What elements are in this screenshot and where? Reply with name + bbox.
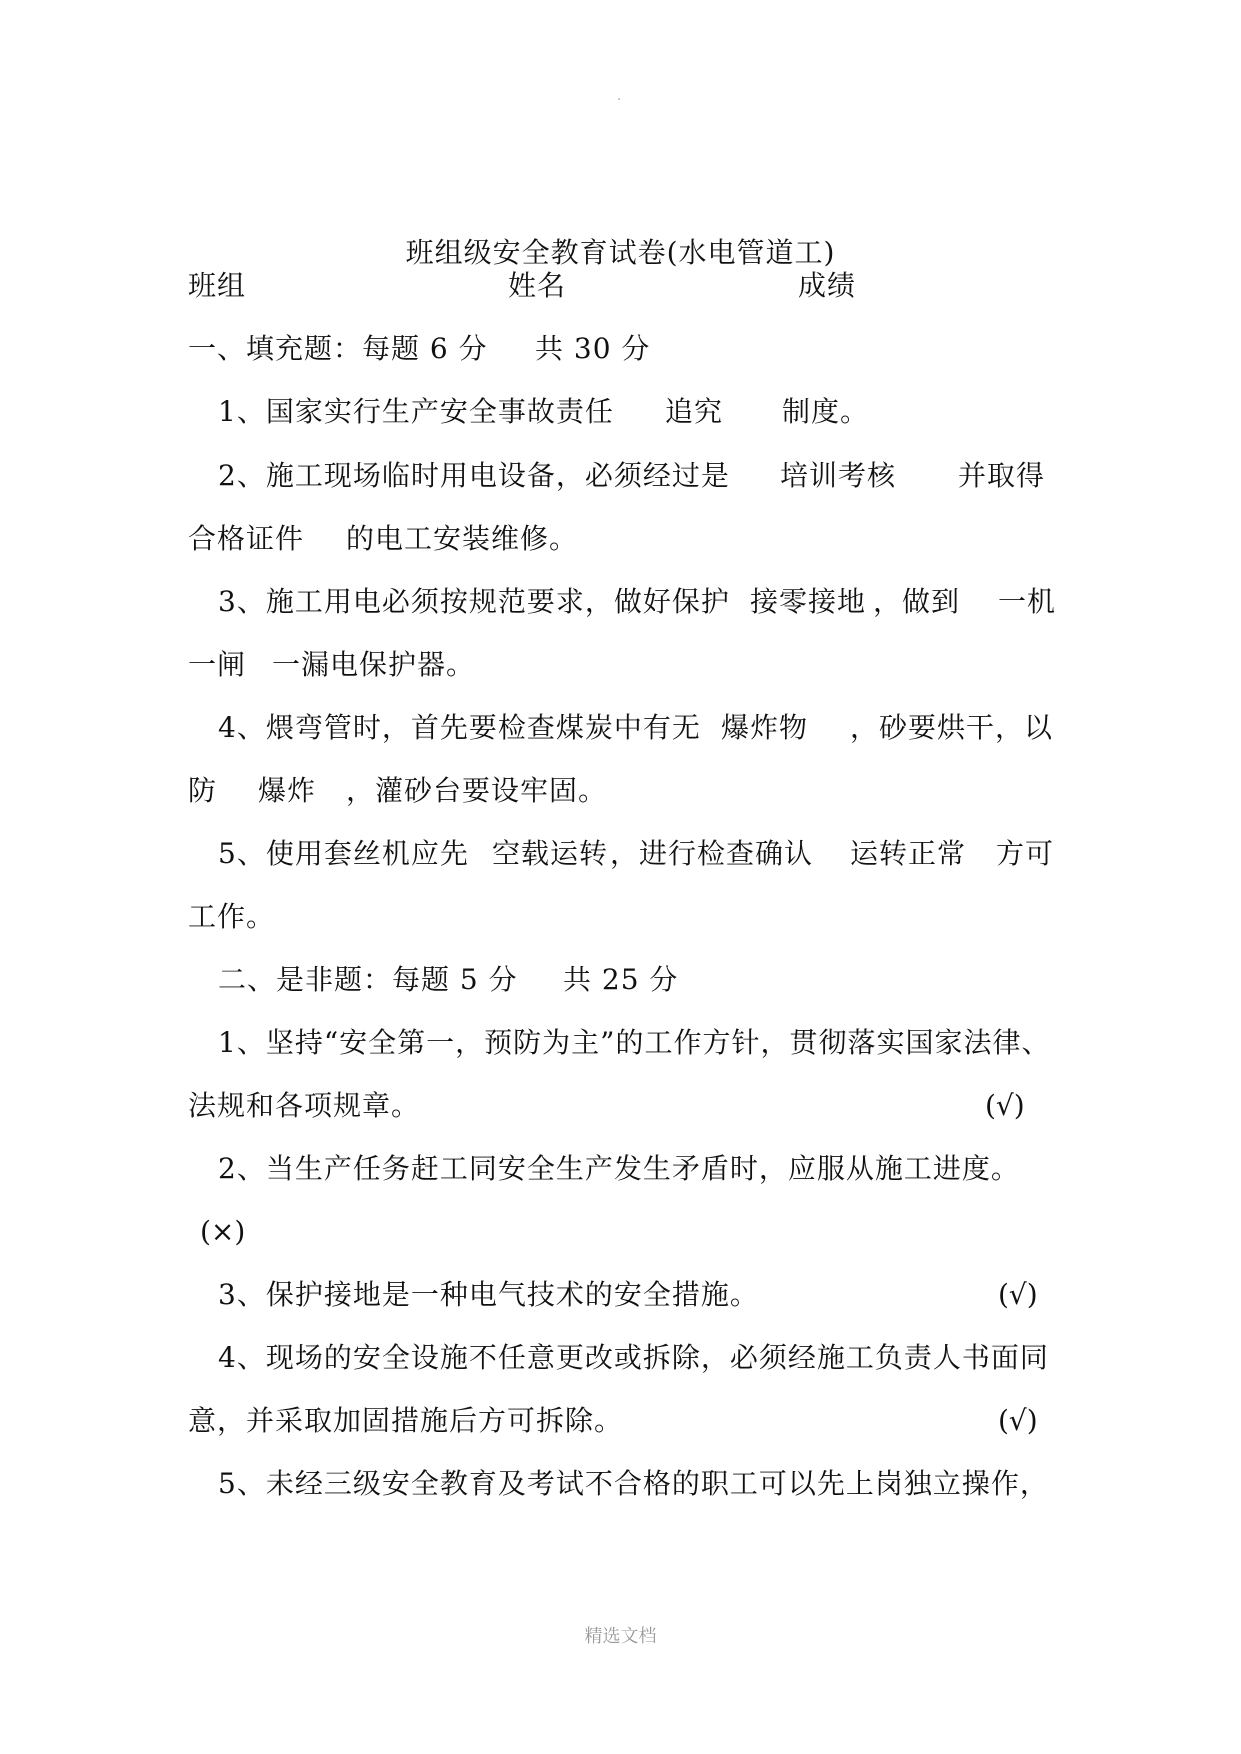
section2-total: 共 25 分 — [563, 963, 679, 996]
s1-q4-mid: ，砂要烘干，以 — [850, 711, 1054, 744]
s2-q2-answer: (×) — [200, 1215, 246, 1248]
s1-q5-mid2: 方可 — [996, 837, 1055, 870]
top-dot-mark — [618, 98, 620, 100]
s2-q1-answer: (√) — [985, 1089, 1025, 1122]
s1-q1-tail: 制度。 — [782, 395, 870, 428]
s1-q5-tail: 工作。 — [188, 900, 276, 933]
s1-q2-tail: 的电工安装维修。 — [346, 522, 579, 555]
s1-q4-answer: 爆炸物 — [721, 711, 809, 744]
s1-q2-answer2: 合格证件 — [188, 522, 305, 555]
s1-q3-answer3: 一闸 — [188, 648, 247, 681]
s1-q3-text: 3、施工用电必须按规范要求，做好保护 — [218, 585, 730, 618]
section1-total: 共 30 分 — [535, 332, 651, 365]
s1-q2-text: 2、施工现场临时用电设备，必须经过是 — [218, 459, 730, 492]
s1-q4-tail: ，灌砂台要设牢固。 — [346, 774, 608, 807]
footer-watermark: 精选文档 — [584, 1626, 657, 1647]
s1-q1-answer: 追究 — [665, 395, 724, 428]
s1-q3-answer2: 一机 — [998, 585, 1057, 618]
s2-q4-answer: (√) — [998, 1404, 1038, 1437]
s1-q5-answer: 空载运转 — [492, 837, 609, 870]
s1-q4-prefix: 防 — [188, 774, 218, 807]
s1-q4-text: 4、煨弯管时，首先要检查煤炭中有无 — [218, 711, 701, 744]
s1-q3-answer: 接零接地 — [750, 585, 867, 618]
s1-q2-mid: 并取得 — [958, 459, 1046, 492]
s2-q1-text2: 法规和各项规章。 — [188, 1089, 421, 1122]
s2-q4-text2: 意，并采取加固措施后方可拆除。 — [188, 1404, 624, 1437]
s1-q4-answer2: 爆炸 — [258, 774, 317, 807]
score-label: 成绩 — [798, 269, 857, 302]
section1-heading: 一、填充题：每题 6 分 — [188, 332, 488, 365]
s2-q4-text: 4、现场的安全设施不任意更改或拆除，必须经施工负责人书面同 — [218, 1341, 1049, 1374]
s2-q3-text: 3、保护接地是一种电气技术的安全措施。 — [218, 1278, 759, 1311]
page-title: 班组级安全教育试卷(水电管道工) — [405, 236, 836, 269]
s1-q1-text: 1、国家实行生产安全事故责任 — [218, 395, 614, 428]
s1-q5-answer2: 运转正常 — [850, 837, 967, 870]
s1-q3-tail: 一漏电保护器。 — [272, 648, 476, 681]
s2-q5-text: 5、未经三级安全教育及考试不合格的职工可以先上岗独立操作， — [218, 1467, 1049, 1500]
section2-heading: 二、是非题：每题 5 分 — [218, 963, 518, 996]
name-label: 姓名 — [508, 269, 567, 302]
s2-q2-text: 2、当生产任务赶工同安全生产发生矛盾时，应服从施工进度。 — [218, 1152, 1020, 1185]
s1-q5-mid: ，进行检查确认 — [610, 837, 814, 870]
s1-q2-answer: 培训考核 — [780, 459, 897, 492]
s2-q1-text: 1、坚持“安全第一，预防为主”的工作方针，贯彻落实国家法律、 — [218, 1026, 1051, 1059]
team-label: 班组 — [188, 269, 247, 302]
s1-q3-mid: ，做到 — [873, 585, 961, 618]
s1-q5-text: 5、使用套丝机应先 — [218, 837, 469, 870]
s2-q3-answer: (√) — [998, 1278, 1038, 1311]
